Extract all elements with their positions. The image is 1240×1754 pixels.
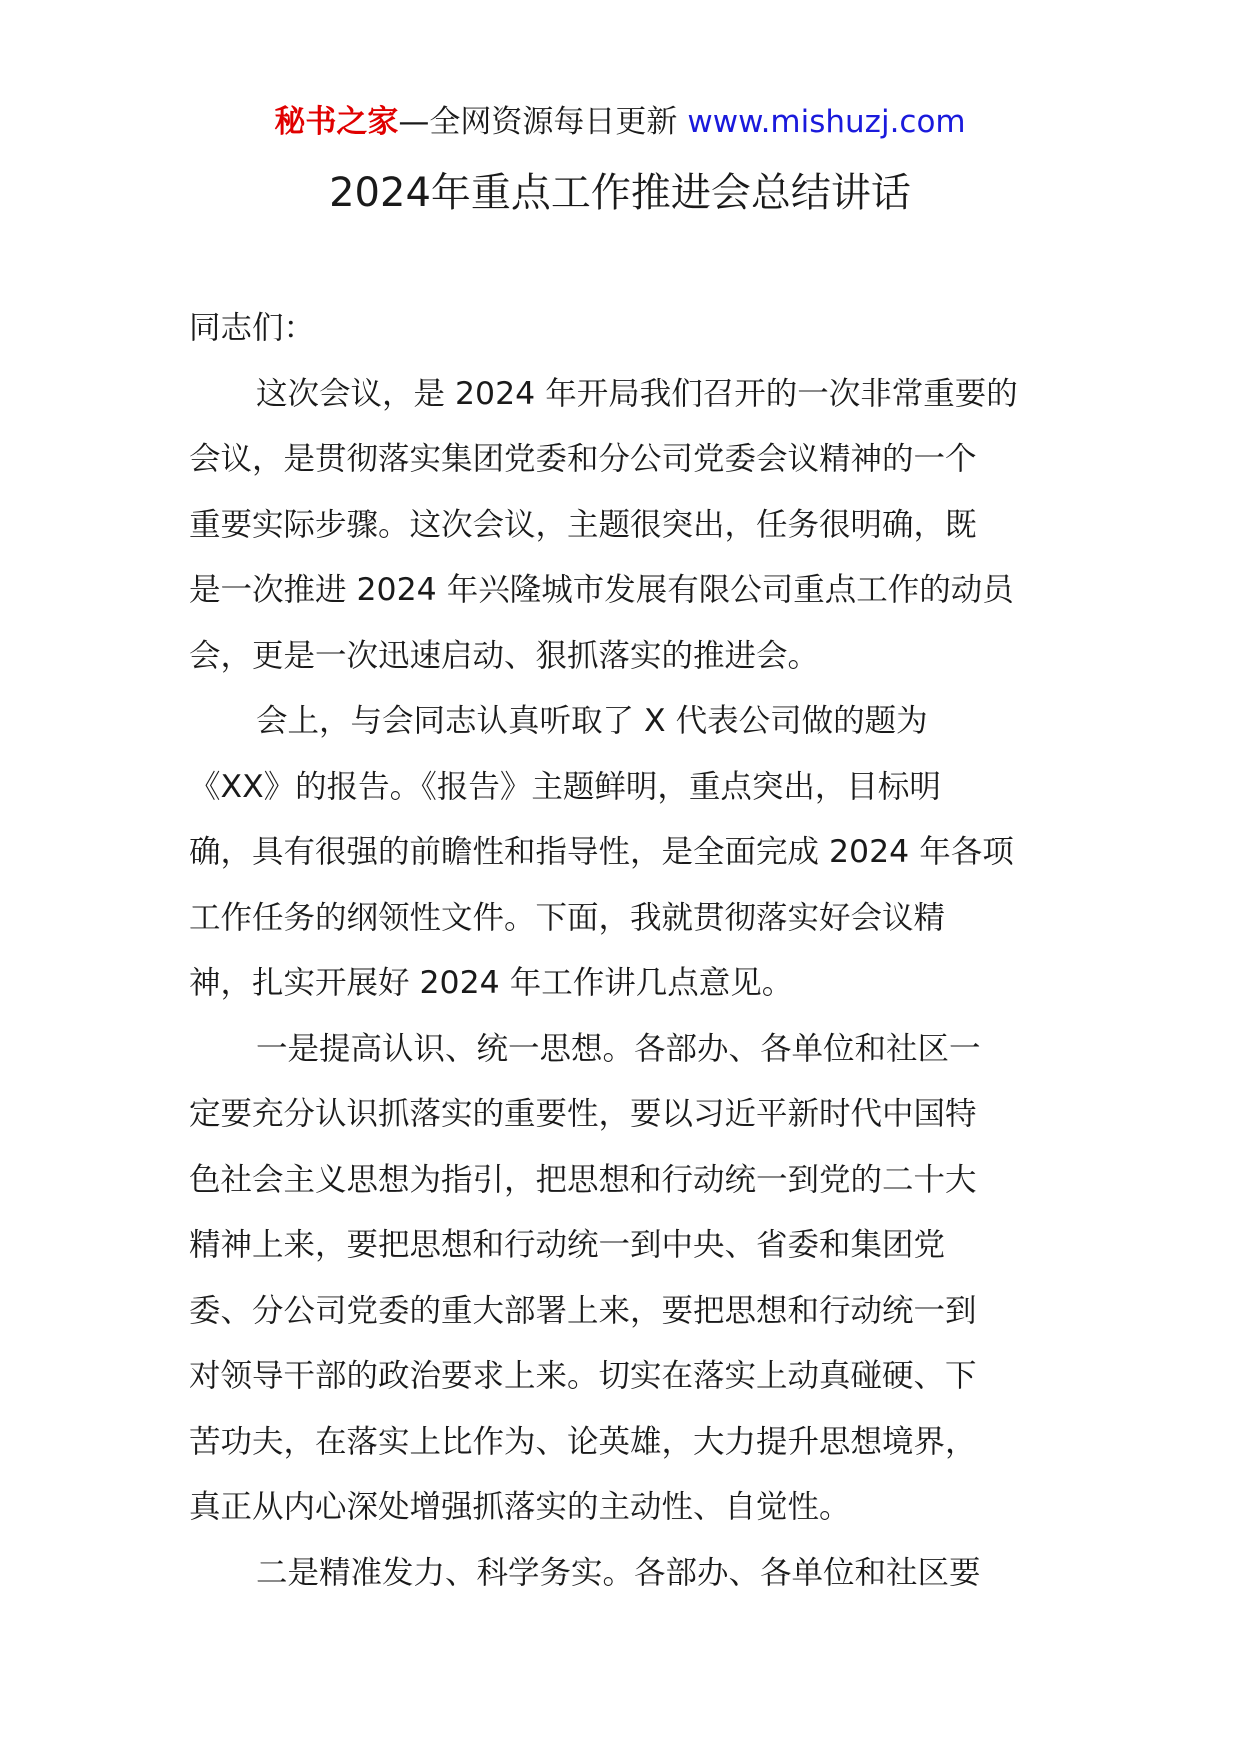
document-title: 2024年重点工作推进会总结讲话 <box>329 170 911 216</box>
site-url-link[interactable]: www.mishuzj.com <box>687 104 966 140</box>
paragraph-line: 《XX》的报告。《报告》主题鲜明，重点突出，目标明 <box>189 768 941 805</box>
site-slogan: —全网资源每日更新 <box>398 104 678 140</box>
paragraph-line: 是一次推进 2024 年兴隆城市发展有限公司重点工作的动员 <box>189 572 1014 608</box>
paragraph-line: 定要充分认识抓落实的重要性，要以习近平新时代中国特 <box>189 1096 977 1132</box>
paragraph-line: 工作任务的纲领性文件。下面，我就贯彻落实好会议精 <box>189 899 946 936</box>
paragraph-line: 色社会主义思想为指引，把思想和行动统一到党的二十大 <box>189 1161 977 1198</box>
paragraph-line: 委、分公司党委的重大部署上来，要把思想和行动统一到 <box>189 1292 977 1329</box>
paragraph-line: 会上，与会同志认真听取了 X 代表公司做的题为 <box>256 703 928 739</box>
paragraph-line: 真正从内心深处增强抓落实的主动性、自觉性。 <box>189 1489 851 1525</box>
paragraph-line: 苦功夫，在落实上比作为、论英雄，大力提升思想境界， <box>189 1423 977 1460</box>
site-header <box>0 100 1240 144</box>
paragraph-line: 重要实际步骤。这次会议，主题很突出，任务很明确，既 <box>189 506 977 543</box>
paragraph-line: 精神上来，要把思想和行动统一到中央、省委和集团党 <box>189 1227 946 1263</box>
document-body <box>189 296 1069 1606</box>
paragraph-line: 会，更是一次迅速启动、狠抓落实的推进会。 <box>189 637 820 674</box>
paragraph-line: 一是提高认识、统一思想。各部办、各单位和社区一 <box>256 1030 981 1067</box>
paragraph-line: 确，具有很强的前瞻性和指导性，是全面完成 2024 年各项 <box>189 834 1014 870</box>
paragraph-line: 对领导干部的政治要求上来。切实在落实上动真碰硬、下 <box>189 1358 977 1394</box>
salutation-line: 同志们： <box>189 310 316 346</box>
site-brand: 秘书之家 <box>274 104 399 140</box>
paragraph-line: 二是精准发力、科学务实。各部办、各单位和社区要 <box>256 1554 981 1591</box>
paragraph-line: 会议，是贯彻落实集团党委和分公司党委会议精神的一个 <box>189 441 977 477</box>
paragraph-line: 神，扎实开展好 2024 年工作讲几点意见。 <box>189 965 794 1001</box>
paragraph-line: 这次会议，是 2024 年开局我们召开的一次非常重要的 <box>256 375 1018 412</box>
